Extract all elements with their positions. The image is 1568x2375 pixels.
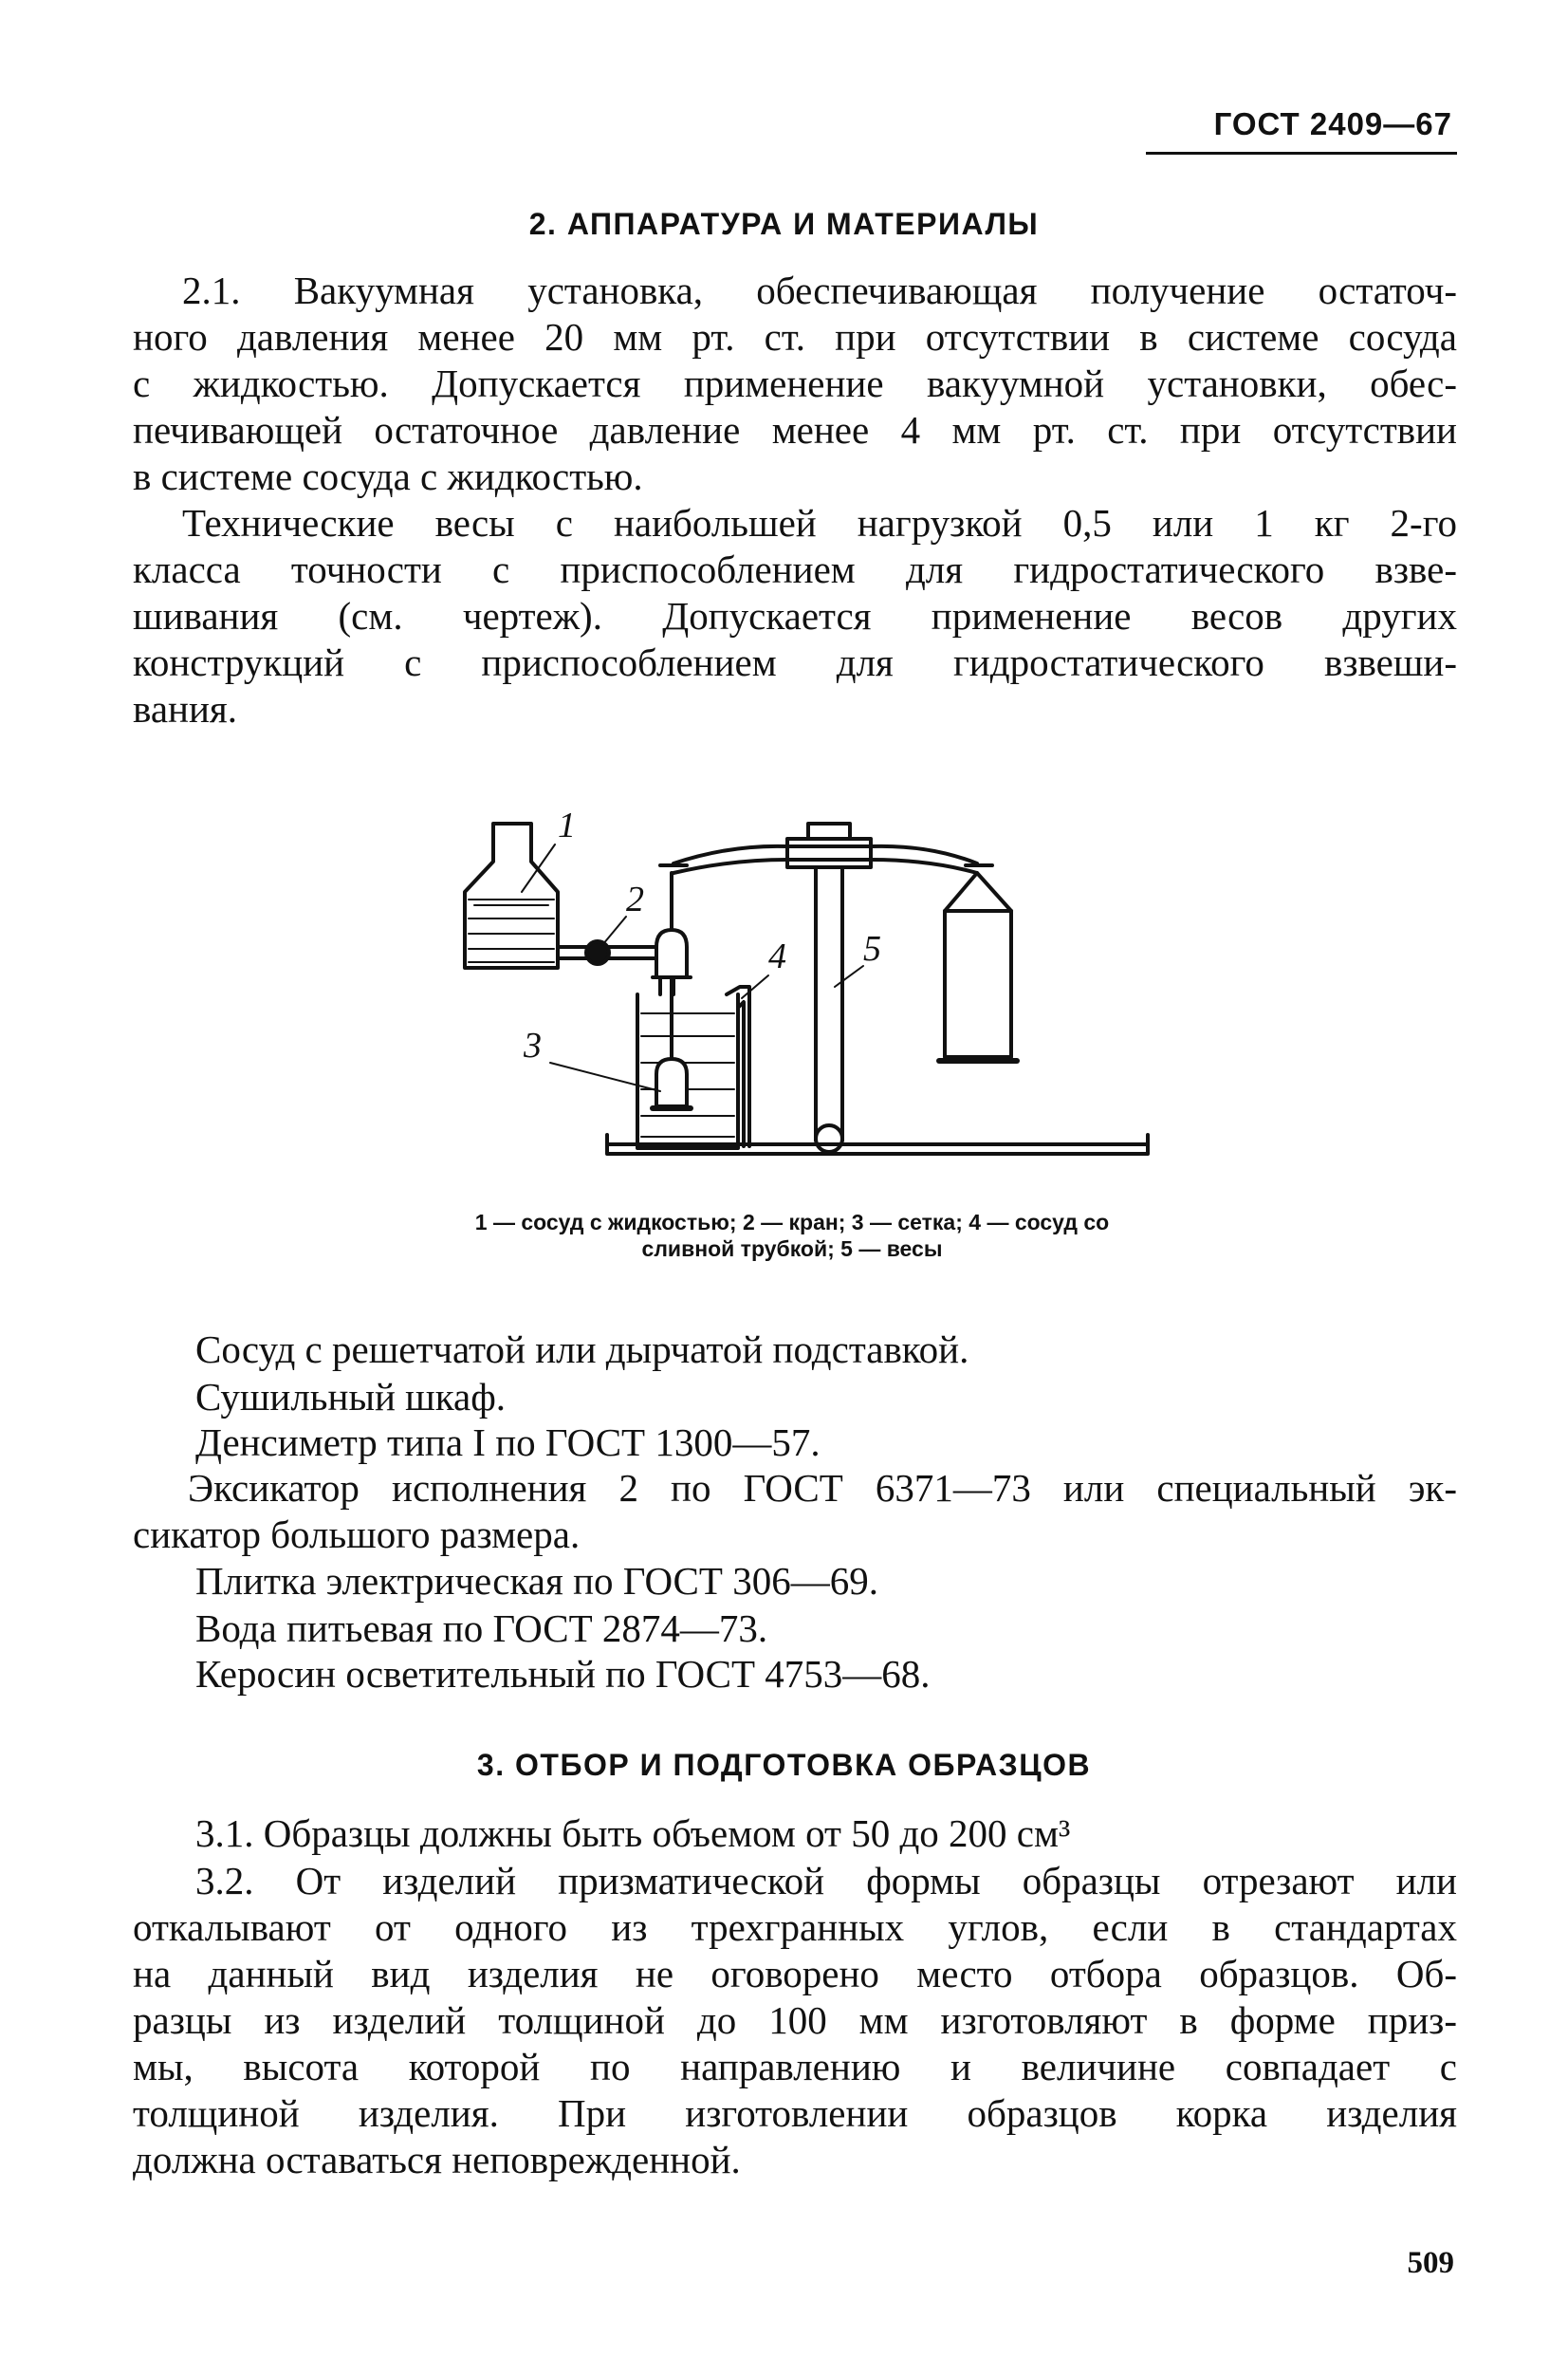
hydrostatic-weighing-drawing <box>446 788 1167 1186</box>
label-2: 2 <box>626 880 644 919</box>
material-item: Денсиметр типа I по ГОСТ 1300—57. <box>195 1420 821 1464</box>
label-4: 4 <box>768 937 786 976</box>
liquid-vessel <box>465 824 558 968</box>
label-3: 3 <box>524 1026 542 1066</box>
paragraph-line: класса точности с приспособлением для гидростатического взве- <box>133 547 1457 591</box>
pan-hanger <box>945 873 1011 911</box>
page-number: 509 <box>1407 2246 1454 2280</box>
sieve-basket <box>656 1059 687 1106</box>
pan-body <box>945 911 1011 1057</box>
paragraph-line: откалывают от одного из трехгранных углов, если в стандартах <box>133 1905 1457 1949</box>
section-3-title: 3. ОТБОР И ПОДГОТОВКА ОБРАЗЦОВ <box>476 1748 1092 1782</box>
scale-column <box>816 867 842 1141</box>
paragraph-line: 3.2. От изделий призматической формы образцы отрезают или <box>195 1859 1457 1902</box>
material-item: Сосуд с решетчатой или дырчатой подставкой. <box>195 1327 969 1371</box>
standard-header: ГОСТ 2409—67 <box>1213 106 1452 141</box>
paragraph-3-1: 3.1. Образцы должны быть объемом от 50 до 200 см³ <box>195 1811 1071 1855</box>
paragraph-3-2 <box>133 1858 1457 2183</box>
paragraph-line: толщиной изделия. При изготовлении образцов корка изделия <box>133 2091 1457 2135</box>
label-5: 5 <box>863 929 881 969</box>
header-rule <box>1146 152 1457 155</box>
material-item-desiccator <box>133 1465 1457 1558</box>
label-1: 1 <box>558 806 576 845</box>
paragraph-scales <box>133 500 1457 733</box>
paragraph-line: мы, высота которой по направлению и величине совпадает с <box>133 2045 1457 2088</box>
upper-basket <box>656 930 687 977</box>
paragraph-line: вания. <box>133 687 238 731</box>
paragraph-line: Эксикатор исполнения 2 по ГОСТ 6371—73 или специальный эк- <box>188 1466 1457 1510</box>
paragraph-line: ного давления менее 20 мм рт. ст. при отсутствии в системе сосуда <box>133 315 1457 359</box>
paragraph-line: в системе сосуда с жидкостью. <box>133 455 643 498</box>
leader-lines <box>522 844 863 1091</box>
material-item: Сушильный шкаф. <box>195 1375 507 1419</box>
scale-pivot <box>816 1125 842 1152</box>
material-item: Керосин осветительный по ГОСТ 4753—68. <box>195 1652 931 1696</box>
paragraph-line: сикатор большого размера. <box>133 1512 581 1556</box>
paragraph-line: Технические весы с наибольшей нагрузкой 0,5 или 1 кг 2-го <box>182 501 1457 545</box>
tap <box>586 941 609 964</box>
figure-caption <box>379 1209 1205 1262</box>
paragraph-line: должна оставаться неповрежденной. <box>133 2138 741 2181</box>
caption-line: 1 — сосуд с жидкостью; 2 — кран; 3 — сетка; 4 — сосуд со <box>474 1210 1110 1234</box>
scale-top <box>808 824 850 839</box>
paragraph-line: конструкций с приспособлением для гидростатического взвеши- <box>133 640 1457 684</box>
paragraph-line: на данный вид изделия не оговорено место отбора образцов. Об- <box>133 1952 1457 1995</box>
paragraph-line: с жидкостью. Допускается применение вакуумной установки, обес- <box>133 362 1457 405</box>
paragraph-line: 2.1. Вакуумная установка, обеспечивающая получение остаточ- <box>182 269 1457 312</box>
scale-head <box>787 839 871 867</box>
material-item: Плитка электрическая по ГОСТ 306—69. <box>195 1559 878 1603</box>
liquid-fill-lines <box>469 900 554 962</box>
paragraph-line: разцы из изделий толщиной до 100 мм изготовляют в форме приз- <box>133 1998 1457 2042</box>
paragraph-line: печивающей остаточное давление менее 4 мм рт. ст. при отсутствии <box>133 408 1457 452</box>
material-item: Вода питьевая по ГОСТ 2874—73. <box>195 1606 768 1650</box>
paragraph-line: шивания (см. чертеж). Допускается применение весов других <box>133 594 1457 638</box>
caption-line: сливной трубкой; 5 — весы <box>641 1236 943 1261</box>
section-2-title: 2. АППАРАТУРА И МАТЕРИАЛЫ <box>528 207 1040 241</box>
paragraph-2-1 <box>133 268 1457 500</box>
outlet-pipe-inner <box>558 958 660 994</box>
